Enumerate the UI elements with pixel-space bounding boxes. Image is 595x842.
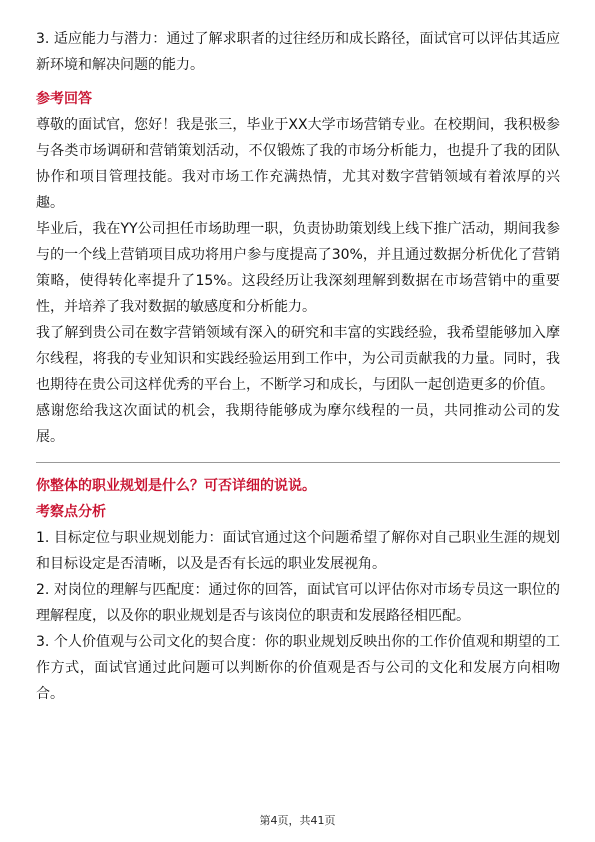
section-divider xyxy=(36,462,560,463)
answer-paragraph: 感谢您给我这次面试的机会，我期待能够成为摩尔线程的一员，共同推动公司的发展。 xyxy=(36,403,560,445)
analysis-point-3: 3. 适应能力与潜力：通过了解求职者的过往经历和成长路径，面试官可以评估其适应新环境和解决问题的能力。 xyxy=(36,31,560,73)
question-heading: 你整体的职业规划是什么？可否详细的说说。 xyxy=(36,478,316,494)
document-page xyxy=(36,26,560,707)
analysis-point: 1. 目标定位与职业规划能力：面试官通过这个问题希望了解你对自己职业生涯的规划和目标设定是否清晰，以及是否有长远的职业发展视角。 xyxy=(36,530,560,572)
analysis-heading: 考察点分析 xyxy=(36,504,106,520)
analysis-point: 2. 对岗位的理解与匹配度：通过你的回答，面试官可以评估你对市场专员这一职位的理解程度，以及你的职业规划是否与该岗位的职责和发展路径相匹配。 xyxy=(36,582,560,624)
answer-heading: 参考回答 xyxy=(36,91,92,107)
page-number: 第4页，共41页 xyxy=(259,814,336,827)
answer-paragraph: 我了解到贵公司在数字营销领域有深入的研究和丰富的实践经验，我希望能够加入摩尔线程，将我的专业知识和实践经验运用到工作中，为公司贡献我的力量。同时，我也期待在贵公司这样优秀的平台上，不断学习和成长，与团队一起创造更多的价值。 xyxy=(36,325,560,393)
analysis-point: 3. 个人价值观与公司文化的契合度：你的职业规划反映出你的工作价值观和期望的工作方式，面试官通过此问题可以判断你的价值观是否与公司的文化和发展方向相吻合。 xyxy=(36,634,560,702)
answer-paragraph: 尊敬的面试官，您好！我是张三，毕业于XX大学市场营销专业。在校期间，我积极参与各类市场调研和营销策划活动，不仅锻炼了我的市场分析能力，也提升了我的团队协作和项目管理技能。我对市场工作充满热情，尤其对数字营销领域有着浓厚的兴趣。 xyxy=(36,117,560,211)
answer-paragraph: 毕业后，我在YY公司担任市场助理一职，负责协助策划线上线下推广活动，期间我参与的一个线上营销项目成功将用户参与度提高了30%，并且通过数据分析优化了营销策略，使得转化率提升了15%。这段经历让我深刻理解到数据在市场营销中的重要性，并培养了我对数据的敏感度和分析能力。 xyxy=(36,221,560,315)
